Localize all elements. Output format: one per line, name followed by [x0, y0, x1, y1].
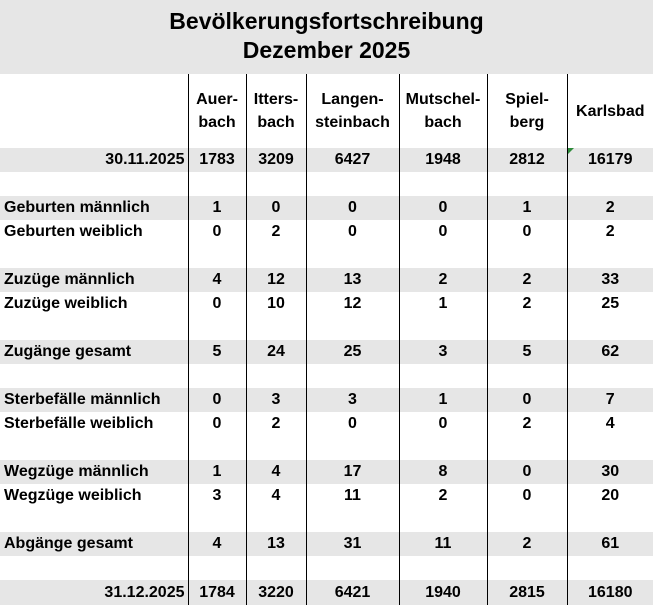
spacer-row — [0, 244, 653, 268]
table-cell[interactable]: 3209 — [246, 148, 306, 172]
table-cell[interactable]: 2 — [399, 268, 487, 292]
table-cell[interactable]: 2815 — [487, 580, 567, 605]
population-table — [0, 74, 653, 605]
table-cell[interactable]: 11 — [306, 484, 399, 508]
table-cell[interactable]: 0 — [487, 388, 567, 412]
table-cell[interactable]: 7 — [567, 388, 653, 412]
table-row — [0, 268, 653, 292]
page-subtitle: Dezember 2025 — [242, 37, 411, 63]
table-cell[interactable]: 4 — [188, 268, 246, 292]
table-cell[interactable]: 1783 — [188, 148, 246, 172]
spacer-row — [0, 364, 653, 388]
header-empty-cell — [0, 74, 188, 148]
table-cell[interactable]: 33 — [567, 268, 653, 292]
table-cell[interactable]: 6427 — [306, 148, 399, 172]
row-label[interactable]: Zuzüge weiblich — [4, 295, 128, 312]
header-row — [0, 74, 653, 148]
spacer-row — [0, 556, 653, 580]
table-cell[interactable]: 2 — [487, 412, 567, 436]
table-cell[interactable]: 25 — [567, 292, 653, 316]
table-cell[interactable]: 2 — [246, 220, 306, 244]
table-cell[interactable]: 1 — [399, 292, 487, 316]
table-cell[interactable]: 2 — [567, 220, 653, 244]
column-header-auerbach[interactable]: Auer- bach — [188, 74, 246, 148]
table-cell[interactable]: 1 — [487, 196, 567, 220]
table-cell[interactable]: 20 — [567, 484, 653, 508]
table-cell[interactable]: 4 — [188, 532, 246, 556]
table-cell[interactable]: 16179 — [567, 148, 653, 172]
row-label[interactable]: Geburten weiblich — [4, 223, 143, 240]
table-row — [0, 148, 653, 172]
table-cell[interactable]: 13 — [306, 268, 399, 292]
table-row — [0, 196, 653, 220]
table-cell[interactable]: 2 — [567, 196, 653, 220]
table-cell[interactable]: 0 — [188, 292, 246, 316]
table-cell[interactable]: 5 — [188, 340, 246, 364]
row-label[interactable]: Sterbefälle männlich — [0, 388, 188, 412]
table-cell[interactable]: 4 — [246, 484, 306, 508]
table-row — [0, 580, 653, 605]
table-row — [0, 412, 653, 436]
table-cell[interactable]: 5 — [487, 340, 567, 364]
table-row — [0, 292, 653, 316]
table-cell[interactable]: 17 — [306, 460, 399, 484]
column-header-spielberg[interactable]: Spiel- berg — [487, 74, 567, 148]
table-cell[interactable]: 0 — [188, 220, 246, 244]
row-label[interactable]: Wegzüge weiblich — [4, 487, 142, 504]
column-header-karlsbad[interactable]: Karlsbad — [567, 74, 653, 148]
column-header-mutschelbach[interactable]: Mutschel- bach — [399, 74, 487, 148]
table-cell[interactable]: 0 — [487, 484, 567, 508]
column-header-ittersbach[interactable]: Itters- bach — [246, 74, 306, 148]
comment-marker-icon[interactable] — [568, 148, 574, 154]
table-row — [0, 220, 653, 244]
row-label[interactable]: Zuzüge männlich — [0, 268, 188, 292]
table-cell[interactable]: 11 — [399, 532, 487, 556]
table-row — [0, 460, 653, 484]
table-cell[interactable]: 31 — [306, 532, 399, 556]
table-cell[interactable]: 0 — [306, 220, 399, 244]
row-label[interactable]: 31.12.2025 — [0, 580, 188, 605]
table-cell[interactable]: 8 — [399, 460, 487, 484]
table-cell[interactable]: 0 — [399, 220, 487, 244]
table-cell[interactable]: 2 — [487, 532, 567, 556]
spacer-row — [0, 172, 653, 196]
spacer-row — [0, 316, 653, 340]
table-cell[interactable]: 0 — [399, 412, 487, 436]
table-cell[interactable]: 16180 — [567, 580, 653, 605]
table-cell[interactable]: 1784 — [188, 580, 246, 605]
table-cell[interactable]: 3 — [399, 340, 487, 364]
spacer-row — [0, 436, 653, 460]
row-label[interactable]: Zugänge gesamt — [0, 340, 188, 364]
table-cell[interactable]: 2 — [246, 412, 306, 436]
table-cell[interactable]: 2 — [399, 484, 487, 508]
table-cell[interactable]: 0 — [399, 196, 487, 220]
table-row — [0, 340, 653, 364]
table-row — [0, 388, 653, 412]
table-row — [0, 484, 653, 508]
row-label[interactable]: 30.11.2025 — [0, 148, 188, 172]
table-cell[interactable]: 4 — [246, 460, 306, 484]
table-cell[interactable]: 0 — [188, 388, 246, 412]
table-cell[interactable]: 1 — [188, 460, 246, 484]
table-cell[interactable]: 2 — [487, 292, 567, 316]
row-label[interactable]: Sterbefälle weiblich — [4, 415, 154, 432]
table-cell[interactable]: 61 — [567, 532, 653, 556]
title-block — [0, 0, 653, 74]
table-cell[interactable]: 1940 — [399, 580, 487, 605]
table-cell[interactable]: 6421 — [306, 580, 399, 605]
table-cell[interactable]: 1 — [399, 388, 487, 412]
table-cell[interactable]: 1948 — [399, 148, 487, 172]
row-label[interactable]: Geburten männlich — [0, 196, 188, 220]
row-label[interactable]: Wegzüge männlich — [0, 460, 188, 484]
table-cell[interactable]: 0 — [246, 196, 306, 220]
table-cell[interactable]: 13 — [246, 532, 306, 556]
page-title: Bevölkerungsfortschreibung — [169, 8, 484, 34]
table-cell[interactable]: 30 — [567, 460, 653, 484]
table-cell[interactable]: 3220 — [246, 580, 306, 605]
table-cell[interactable]: 0 — [487, 460, 567, 484]
table-row — [0, 532, 653, 556]
row-label[interactable]: Abgänge gesamt — [0, 532, 188, 556]
column-header-langensteinbach[interactable]: Langen- steinbach — [306, 74, 399, 148]
table-cell[interactable]: 3 — [306, 388, 399, 412]
table-cell[interactable]: 3 — [246, 388, 306, 412]
table-cell[interactable]: 10 — [246, 292, 306, 316]
table-cell[interactable]: 0 — [306, 196, 399, 220]
table-cell[interactable]: 0 — [188, 412, 246, 436]
table-cell[interactable]: 4 — [567, 412, 653, 436]
spacer-row — [0, 508, 653, 532]
table-cell[interactable]: 3 — [188, 484, 246, 508]
table-cell[interactable]: 2 — [487, 268, 567, 292]
table-cell[interactable]: 0 — [306, 412, 399, 436]
table-cell[interactable]: 12 — [306, 292, 399, 316]
table-cell[interactable]: 12 — [246, 268, 306, 292]
table-cell[interactable]: 0 — [487, 220, 567, 244]
table-cell[interactable]: 1 — [188, 196, 246, 220]
table-cell[interactable]: 25 — [306, 340, 399, 364]
table-cell[interactable]: 24 — [246, 340, 306, 364]
table-cell[interactable]: 2812 — [487, 148, 567, 172]
table-cell[interactable]: 62 — [567, 340, 653, 364]
